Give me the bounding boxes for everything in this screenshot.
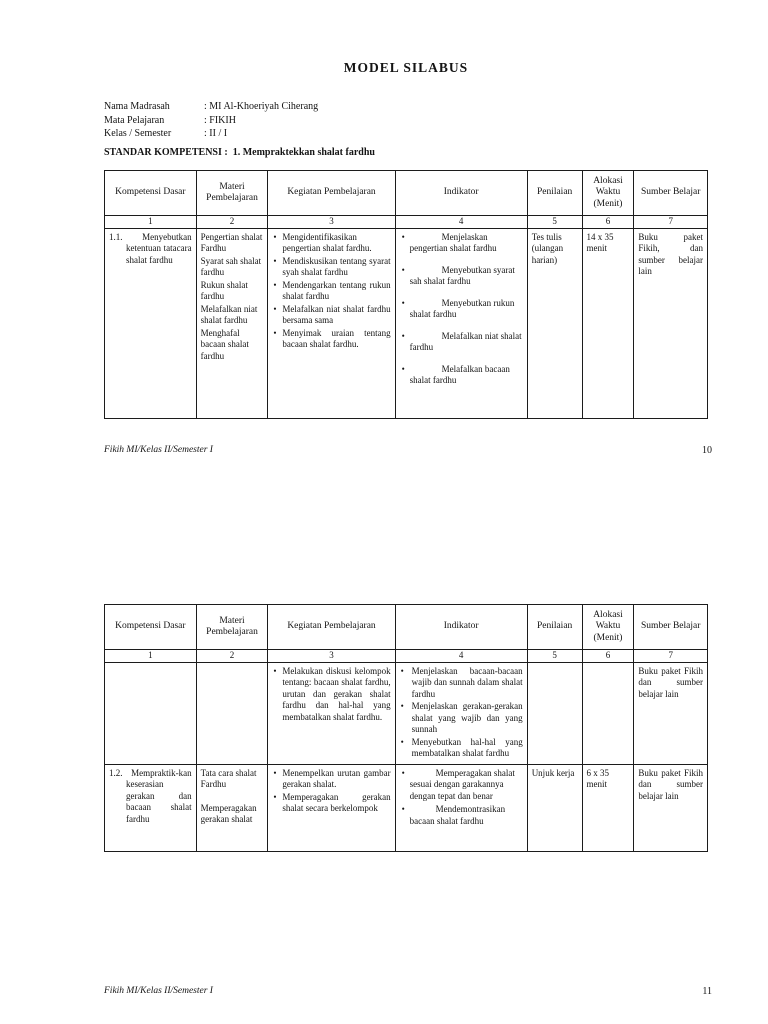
col-number: 1 — [105, 650, 197, 663]
header-kegiatan-pembelajaran: Kegiatan Pembelajaran — [268, 171, 395, 216]
column-number-row — [105, 216, 708, 229]
list-item: • Mendemontrasikan bacaan shalat fardhu — [400, 804, 523, 827]
kegiatan-list — [272, 232, 390, 351]
col-number: 6 — [582, 216, 634, 229]
footer-document-title: Fikih MI/Kelas II/Semester I — [104, 986, 213, 996]
column-number-row — [105, 650, 708, 663]
cell-kompetensi-dasar — [105, 764, 197, 851]
info-value: : MI Al-Khoeriyah Ciherang — [204, 101, 319, 112]
col-number: 3 — [268, 650, 395, 663]
header-penilaian: Penilaian — [527, 605, 582, 650]
kegiatan-list — [272, 768, 390, 815]
indikator-list — [400, 666, 523, 760]
kompetensi-dasar-text: 1.1. Menyebutkan ketentuan tatacara shalat fardhu — [109, 231, 192, 265]
indikator-list — [400, 768, 523, 828]
header-kompetensi-dasar: Kompetensi Dasar — [105, 171, 197, 216]
list-item: • Menjelaskan bacaan-bacaan wajib dan sunnah dalam shalat fardhu — [400, 666, 523, 701]
header-indikator: Indikator — [395, 605, 527, 650]
col-number: 5 — [527, 650, 582, 663]
penilaian-text: Unjuk kerja — [531, 767, 575, 778]
info-value: : II / I — [204, 128, 228, 139]
cell-alokasi-waktu — [582, 228, 634, 418]
page-number: 10 — [702, 445, 712, 456]
cell-alokasi-waktu — [582, 764, 634, 851]
cell-kompetensi-dasar — [105, 228, 197, 418]
document-title: MODEL SILABUS — [343, 60, 469, 75]
standar-kompetensi-line — [104, 147, 375, 158]
materi-list — [201, 232, 264, 363]
table-row-continuation — [105, 662, 708, 764]
info-row-kelas-semester — [104, 127, 318, 141]
list-item: • Menyimak uraian tentang bacaan shalat fardhu. — [272, 328, 390, 351]
list-item: • Melafalkan bacaan shalat fardhu — [400, 364, 523, 387]
header-kompetensi-dasar: Kompetensi Dasar — [105, 605, 197, 650]
col-number: 2 — [196, 216, 268, 229]
kompetensi-dasar-text: 1.2. Mempraktik-kan keserasian gerakan dan bacaan shalat fardhu — [109, 767, 192, 824]
header-sumber-belajar: Sumber Belajar — [634, 605, 708, 650]
cell-indikator — [395, 764, 527, 851]
alokasi-waktu-text: 6 x 35 menit — [586, 767, 610, 789]
header-kegiatan-pembelajaran: Kegiatan Pembelajaran — [268, 605, 395, 650]
col-number: 6 — [582, 650, 634, 663]
cell-penilaian — [527, 764, 582, 851]
info-label: Mata Pelajaran — [104, 114, 165, 126]
standar-kompetensi-value: 1. Mempraktekkan shalat fardhu — [232, 147, 375, 158]
table-row-1-1 — [105, 228, 708, 418]
materi-list — [201, 768, 264, 826]
table-header-row — [105, 605, 708, 650]
cell-penilaian — [527, 228, 582, 418]
header-alokasi-waktu: Alokasi Waktu (Menit) — [582, 171, 634, 216]
cell-kompetensi-dasar-empty — [105, 662, 197, 764]
col-number: 7 — [634, 650, 708, 663]
document-info-block — [104, 100, 318, 141]
cell-kegiatan-pembelajaran — [268, 228, 395, 418]
cell-materi-pembelajaran — [196, 764, 268, 851]
info-value: : FIKIH — [204, 114, 236, 126]
info-row-nama-madrasah — [104, 100, 318, 114]
list-item: • Mengidentifikasikan pengertian shalat fardhu. — [272, 232, 390, 255]
table-header-row — [105, 171, 708, 216]
cell-kegiatan-pembelajaran — [268, 764, 395, 851]
standar-kompetensi-label: STANDAR KOMPETENSI : — [104, 147, 228, 158]
list-item: • Menempelkan urutan gambar gerakan shalat. — [272, 768, 390, 791]
col-number: 5 — [527, 216, 582, 229]
col-number: 4 — [395, 216, 527, 229]
sumber-belajar-text: Buku paket Fikih dan sumber belajar lain — [638, 767, 703, 801]
silabus-table-2 — [104, 604, 708, 852]
list-item: • Melafalkan niat shalat fardhu — [400, 331, 523, 354]
info-label: Nama Madrasah — [104, 101, 170, 112]
list-item: • Memperagakan shalat sesuai dengan garakannya dengan tepat dan benar — [400, 768, 523, 803]
footer-document-title: Fikih MI/Kelas II/Semester I — [104, 445, 213, 455]
col-number: 2 — [196, 650, 268, 663]
alokasi-waktu-text: 14 x 35 menit — [586, 231, 614, 253]
list-item: • Menyebutkan syarat sah shalat fardhu — [400, 265, 523, 288]
list-item: • Melafalkan niat shalat fardhu bersama sama — [272, 304, 390, 327]
cell-sumber-belajar — [634, 662, 708, 764]
kegiatan-list — [272, 666, 390, 724]
info-label: Kelas / Semester — [104, 128, 172, 139]
penilaian-text: Tes tulis (ulangan harian) — [531, 231, 564, 265]
header-sumber-belajar: Sumber Belajar — [634, 171, 708, 216]
list-item: • Menjelaskan gerakan-gerakan shalat yang wajib dan yang sunnah — [400, 701, 523, 736]
cell-penilaian-empty — [527, 662, 582, 764]
list-item: • Mendiskusikan tentang syarat syah shalat fardhu — [272, 256, 390, 279]
list-item: • Memperagakan gerakan shalat secara berkelompok — [272, 792, 390, 815]
page-1-footer — [104, 445, 712, 456]
header-materi-pembelajaran: Materi Pembelajaran — [196, 171, 268, 216]
page-number: 11 — [702, 986, 712, 997]
table-row-1-2 — [105, 764, 708, 851]
list-item: • Menyebutkan rukun shalat fardhu — [400, 298, 523, 321]
list-item: • Menjelaskan pengertian shalat fardhu — [400, 232, 523, 255]
list-item: Tata cara shalat Fardhu — [200, 767, 257, 789]
header-materi-pembelajaran: Materi Pembelajaran — [196, 605, 268, 650]
indikator-list — [400, 232, 523, 387]
col-number: 3 — [268, 216, 395, 229]
cell-kegiatan-pembelajaran — [268, 662, 395, 764]
info-row-mata-pelajaran — [104, 114, 318, 128]
cell-indikator — [395, 228, 527, 418]
list-item: • Melakukan diskusi kelompok tentang: bacaan shalat fardhu, urutan dan gerakan shalat fardhu dan hal-hal yang membatalkan shalat fardhu. — [272, 666, 390, 724]
list-item: Rukun shalat fardhu — [200, 279, 248, 301]
list-item: • Menyebutkan hal-hal yang membatalkan shalat fardhu — [400, 737, 523, 760]
silabus-table-1 — [104, 170, 708, 419]
header-penilaian: Penilaian — [527, 171, 582, 216]
cell-indikator — [395, 662, 527, 764]
col-number: 4 — [395, 650, 527, 663]
col-number: 7 — [634, 216, 708, 229]
cell-alokasi-waktu-empty — [582, 662, 634, 764]
list-item: • Mendengarkan tentang rukun shalat fardhu — [272, 280, 390, 303]
header-alokasi-waktu: Alokasi Waktu (Menit) — [582, 605, 634, 650]
col-number: 1 — [105, 216, 197, 229]
sumber-belajar-text: Buku paket Fikih dan sumber belajar lain — [638, 665, 703, 699]
list-item: Pengertian shalat Fardhu — [200, 231, 263, 253]
cell-sumber-belajar — [634, 228, 708, 418]
page-2-footer — [104, 986, 712, 997]
header-indikator: Indikator — [395, 171, 527, 216]
cell-sumber-belajar — [634, 764, 708, 851]
cell-materi-pembelajaran — [196, 228, 268, 418]
list-item: Syarat sah shalat fardhu — [200, 255, 262, 277]
list-item: Memperagakan gerakan shalat — [200, 802, 257, 824]
sumber-belajar-text: Buku paket Fikih, dan sumber belajar lain — [638, 231, 703, 276]
list-item: Menghafal bacaan shalat fardhu — [200, 327, 249, 361]
list-item: Melafalkan niat shalat fardhu — [200, 303, 258, 325]
cell-materi-pembelajaran-empty — [196, 662, 268, 764]
